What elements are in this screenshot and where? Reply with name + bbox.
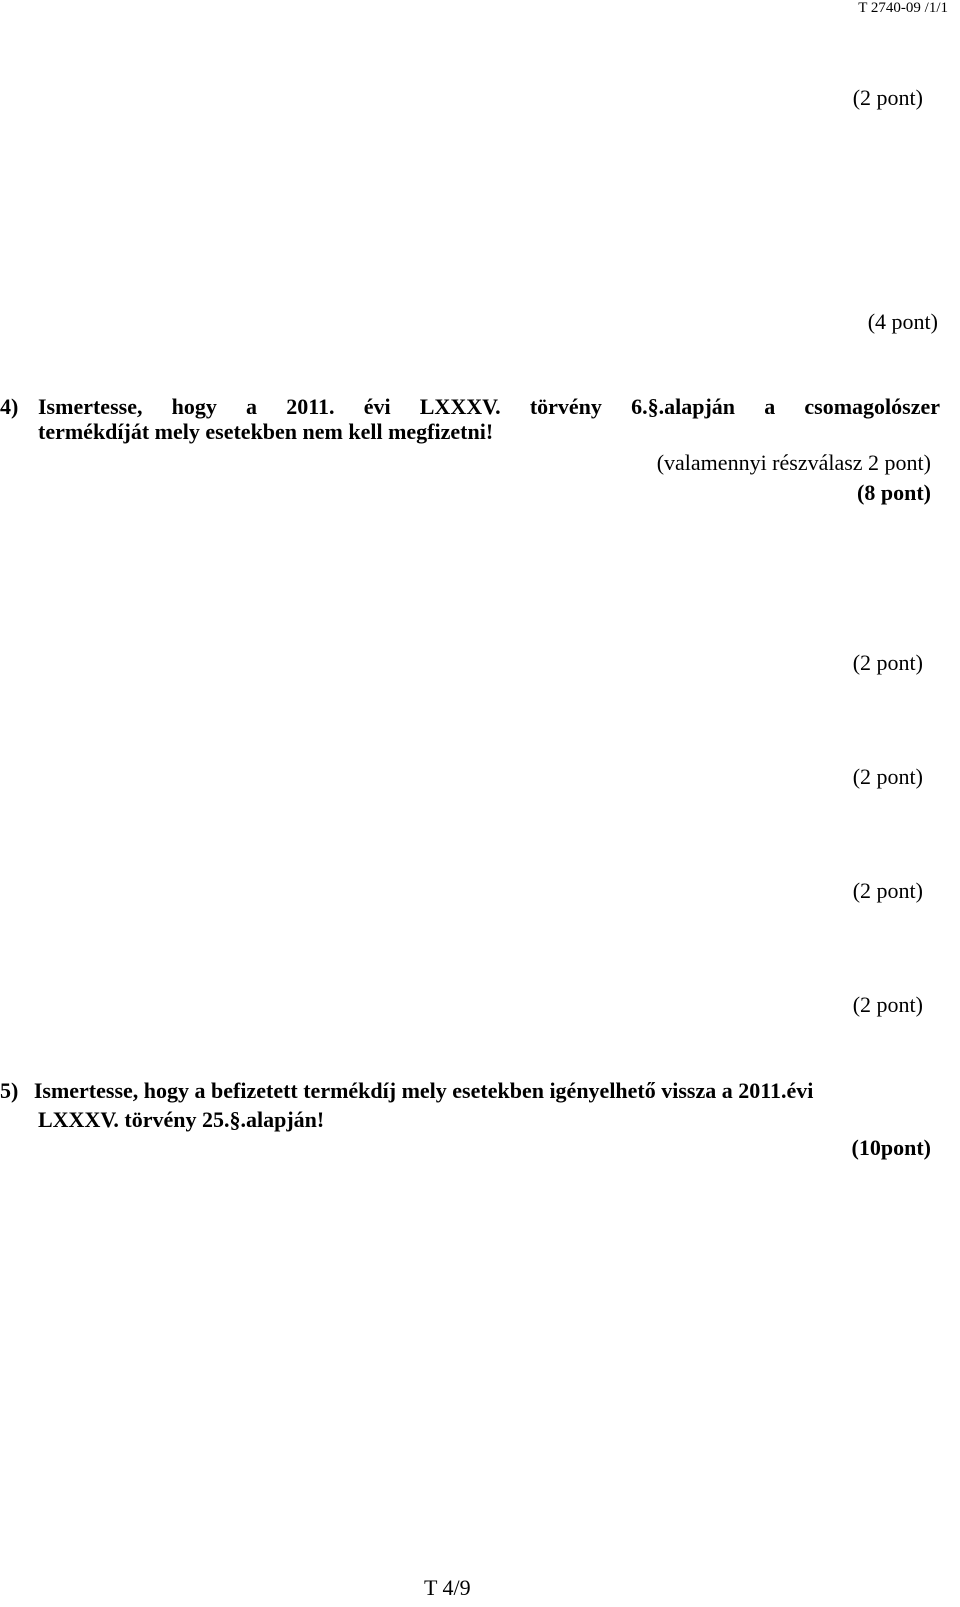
question-5: [0, 1078, 813, 1104]
total-points: (8 pont): [857, 480, 931, 505]
question-text-line-1: Ismertesse, hogy a befizetett termékdíj mely esetekben igényelhető vissza a 2011.évi: [33, 1078, 814, 1103]
points-label: (2 pont): [852, 878, 923, 903]
points-label: (2 pont): [852, 650, 923, 675]
page-number: T 4/9: [424, 1575, 471, 1600]
partial-score-note: (valamennyi részválasz 2 pont): [656, 450, 931, 475]
question-text-line-2: LXXXV. törvény 25.§.alapján!: [38, 1107, 325, 1132]
points-label: (2 pont): [852, 764, 923, 789]
points-label: (2 pont): [852, 85, 923, 110]
question-text-line-1: Ismertesse, hogy a 2011. évi LXXXV. törvény 6.§.alapján a csomagolószer: [38, 394, 940, 419]
total-points: (10pont): [851, 1135, 931, 1160]
points-label: (2 pont): [852, 992, 923, 1017]
question-number: 5): [0, 1078, 19, 1103]
question-text-line-2: termékdíját mely esetekben nem kell megfizetni!: [38, 419, 494, 444]
document-code: T 2740-09 /1/1: [858, 0, 948, 16]
question-number: 4): [0, 394, 19, 419]
points-label: (4 pont): [867, 309, 938, 334]
